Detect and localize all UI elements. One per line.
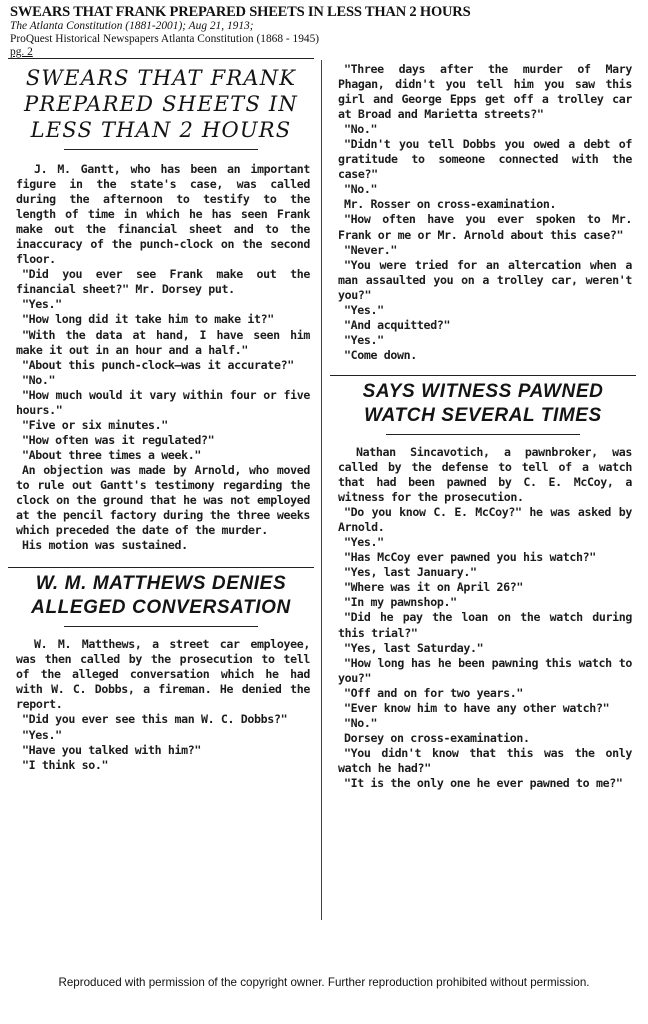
article-paragraph: "Five or six minutes." [22,417,168,432]
headline-line: SAYS WITNESS PAWNED [362,380,604,402]
article-paragraph: "Where was it on April 26?" [344,580,524,595]
article-paragraph: "You were tried for an altercation when a man assaulted you on a trolley car, weren't you?" [338,257,632,302]
headline-pawned-watch [326,376,640,428]
article-paragraph: "Has McCoy ever pawned you his watch?" [344,550,596,565]
article-paragraph: "Three days after the murder of Mary Phagan, didn't you tell him you saw this girl and George Epps get off a trolley car at Broad and Marietta streets?" [338,62,632,122]
headline-matthews [4,568,318,620]
article-paragraph: "Ever know him to have any other watch?" [344,700,610,715]
article-paragraph: "With the data at hand, I have seen him make it out in an hour and a half." [16,327,310,357]
article-paragraph: "In my pawnshop." [344,595,457,610]
article-paragraph: "Yes, last January." [344,565,477,580]
article-paragraph: "Did you ever see Frank make out the financial sheet?" Mr. Dorsey put. [16,267,310,297]
article-paragraph: "Yes." [22,727,62,742]
article-paragraph: "Didn't you tell Dobbs you owed a debt of gratitude to someone connected with the case?" [338,137,632,182]
article-paragraph: "Yes." [344,535,384,550]
article-paragraph: "Come down. [344,347,417,362]
citation-database: ProQuest Historical Newspapers Atlanta Constitution (1868 - 1945) [10,33,320,45]
article-paragraph: Dorsey on cross-examination. [344,730,530,745]
headline-line: LESS THAN 2 HOURS [30,118,292,142]
article-paragraph: "No." [344,122,378,137]
article-paragraph: "How long has he been pawning this watch to you?" [338,655,632,685]
article-paragraph: "Yes." [22,297,62,312]
article-paragraph: An objection was made by Arnold, who moved to rule out Gantt's testimony regarding the clock on the ground that he was not employed at the pencil factory during the three weeks which preceded the date of the murder. [16,462,310,538]
article-paragraph: "Have you talked with him?" [22,742,202,757]
article-paragraph: "How much would it vary within four or five hours." [16,387,310,417]
headline-line: SWEARS THAT FRANK [25,66,297,90]
article-paragraph: "How often have you ever spoken to Mr. Frank or me or Mr. Arnold about this case?" [338,212,632,242]
citation-title: SWEARS THAT FRANK PREPARED SHEETS IN LESS THAN 2 HOURS [10,4,471,20]
article-paragraph: J. M. Gantt, who has been an important figure in the state's case, was called during the afternoon to testify to the length of time in which he has seen Frank make out the financial sheet and to the inaccuracy of the punch-clock on the second floor. [16,162,310,267]
copyright-notice: Reproduced with permission of the copyright owner. Further reproduction prohibited without permission. [58,976,590,989]
article-paragraph: "No." [344,715,378,730]
article-paragraph: "And acquitted?" [344,317,451,332]
headline-line: W. M. MATTHEWS DENIES [35,573,287,595]
citation-header [10,4,640,59]
article-paragraph: "About three times a week." [22,447,202,462]
article-paragraph: "Off and on for two years." [344,685,524,700]
article-paragraph: "How often was it regulated?" [22,432,215,447]
article-paragraph: "No." [22,372,56,387]
article-paragraph: "Yes." [344,332,384,347]
article-paragraph: Nathan Sincavotich, a pawnbroker, was called by the defense to tell of a watch that had been pawned by C. E. McCoy, a witness for the prosecution. [338,444,632,505]
article-paragraph: "How long did it take him to make it?" [22,312,274,327]
right-column [326,58,640,791]
article-paragraph: "No." [344,182,378,197]
citation-source [10,20,640,33]
headline-line: PREPARED SHEETS IN [24,92,298,116]
citation-page: pg. 2 [10,46,33,58]
article-paragraph: His motion was sustained. [22,538,188,553]
article-paragraph: "Yes, last Saturday." [344,640,484,655]
article-paragraph: "Did you ever see this man W. C. Dobbs?" [22,712,288,727]
column-divider [321,60,322,920]
article-paragraph: "It is the only one he ever pawned to me?" [344,775,623,790]
headline-frank-sheets [4,59,318,143]
article-paragraph: "Do you know C. E. McCoy?" he was asked by Arnold. [338,505,632,535]
article-paragraph: W. M. Matthews, a street car employee, was then called by the prosecution to tell of the alleged conversation which he had with W. C. Dobbs, a fireman. He denied the report. [16,637,310,712]
article-paragraph: "Never." [344,242,398,257]
headline-line: WATCH SEVERAL TIMES [364,404,602,426]
article-paragraph: "Did he pay the loan on the watch during this trial?" [338,610,632,640]
article-paragraph: "Yes." [344,302,384,317]
left-column [4,58,318,773]
article-paragraph: "I think so." [22,757,109,772]
article-paragraph: "About this punch-clock—was it accurate?" [22,357,294,372]
citation-source-text: The Atlanta Constitution (1881-2001); Aug 21, 1913; [10,20,254,32]
article-paragraph: "You didn't know that this was the only watch he had?" [338,745,632,775]
headline-line: ALLEGED CONVERSATION [31,597,291,619]
article-paragraph: Mr. Rosser on cross-examination. [344,197,557,212]
